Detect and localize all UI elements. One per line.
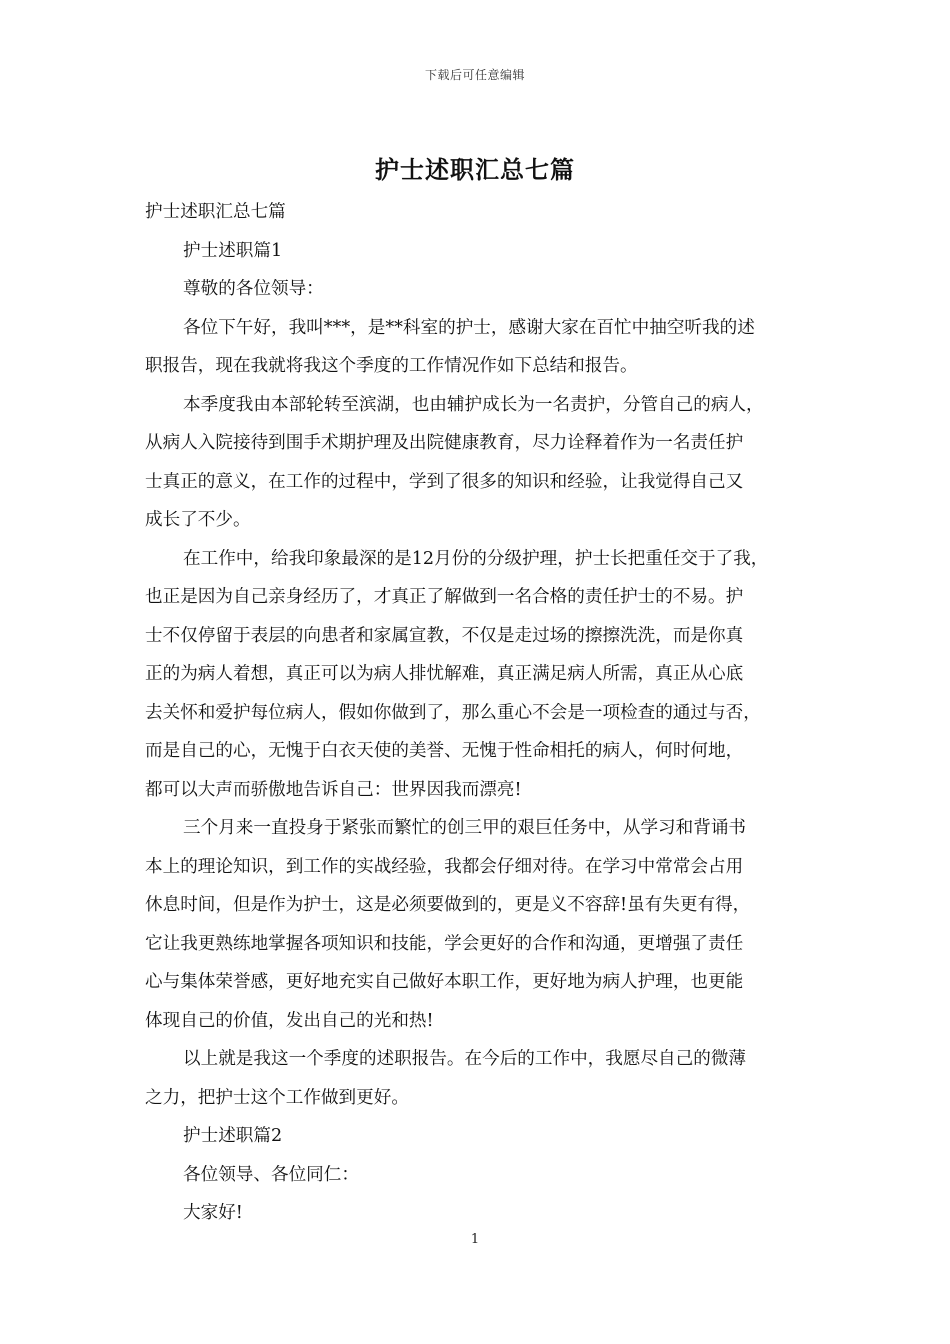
text-line: 护士述职汇总七篇 (145, 202, 286, 222)
text-line: 以上就是我这一个季度的述职报告。在今后的工作中，我愿尽自己的微薄 (183, 1049, 747, 1069)
text-line: 也正是因为自己亲身经历了，才真正了解做到一名合格的责任护士的不易。护 (145, 587, 744, 607)
text-line: 士真正的意义，在工作的过程中，学到了很多的知识和经验，让我觉得自己又 (145, 471, 744, 492)
text-line: 去关怀和爱护每位病人，假如你做到了，那么重心不会是一项检查的通过与否， (145, 702, 761, 723)
text-line: 都可以大声而骄傲地告诉自己：世界因我而漂亮! (145, 779, 522, 800)
text-line: 从病人入院接待到围手术期护理及出院健康教育，尽力诠释着作为一名责任护 (145, 433, 744, 453)
text-line: 三个月来一直投身于紧张而繁忙的创三甲的艰巨任务中，从学习和背诵书 (183, 818, 747, 838)
text-line: 而是自己的心，无愧于白衣天使的美誉、无愧于性命相托的病人，何时何地， (145, 741, 744, 761)
text-line: 各位下午好，我叫***，是**科室的护士，感谢大家在百忙中抽空听我的述 (183, 317, 755, 338)
text-line: 本上的理论知识，到工作的实战经验，我都会仔细对待。在学习中常常会占用 (145, 856, 744, 877)
text-line: 之力，把护士这个工作做到更好。 (145, 1087, 409, 1108)
text-line: 正的为病人着想，真正可以为病人排忧解难，真正满足病人所需，真正从心底 (145, 664, 744, 684)
text-line: 它让我更熟练地掌握各项知识和技能，学会更好的合作和沟通，更增强了责任 (145, 933, 744, 954)
text-line: 尊敬的各位领导： (183, 279, 324, 299)
page-number: 1 (470, 1232, 480, 1247)
header-note: 下载后可任意编辑 (424, 68, 525, 82)
text-line: 心与集体荣誉感，更好地充实自己做好本职工作，更好地为病人护理，也更能 (145, 972, 744, 992)
text-line: 大家好! (183, 1203, 243, 1223)
text-line: 在工作中，给我印象最深的是12月份的分级护理，护士长把重任交于了我， (183, 548, 769, 569)
text-line: 成长了不少。 (145, 510, 251, 530)
document-title: 护士述职汇总七篇 (375, 155, 575, 184)
text-line: 职报告，现在我就将我这个季度的工作情况作如下总结和报告。 (145, 356, 638, 376)
text-line: 休息时间，但是作为护士，这是必须要做到的，更是义不容辞!虽有失更有得， (145, 895, 751, 915)
text-line: 士不仅停留于表层的向患者和家属宣教，不仅是走过场的擦擦洗洗，而是你真 (145, 625, 744, 646)
text-line: 本季度我由本部轮转至滨湖，也由辅护成长为一名责护，分管自己的病人， (183, 394, 764, 415)
text-line: 护士述职篇2 (183, 1126, 283, 1146)
text-line: 各位领导、各位同仁： (183, 1164, 359, 1185)
document-body (145, 198, 817, 1238)
text-line: 体现自己的价值，发出自己的光和热! (145, 1010, 434, 1031)
text-line: 护士述职篇1 (183, 240, 283, 261)
